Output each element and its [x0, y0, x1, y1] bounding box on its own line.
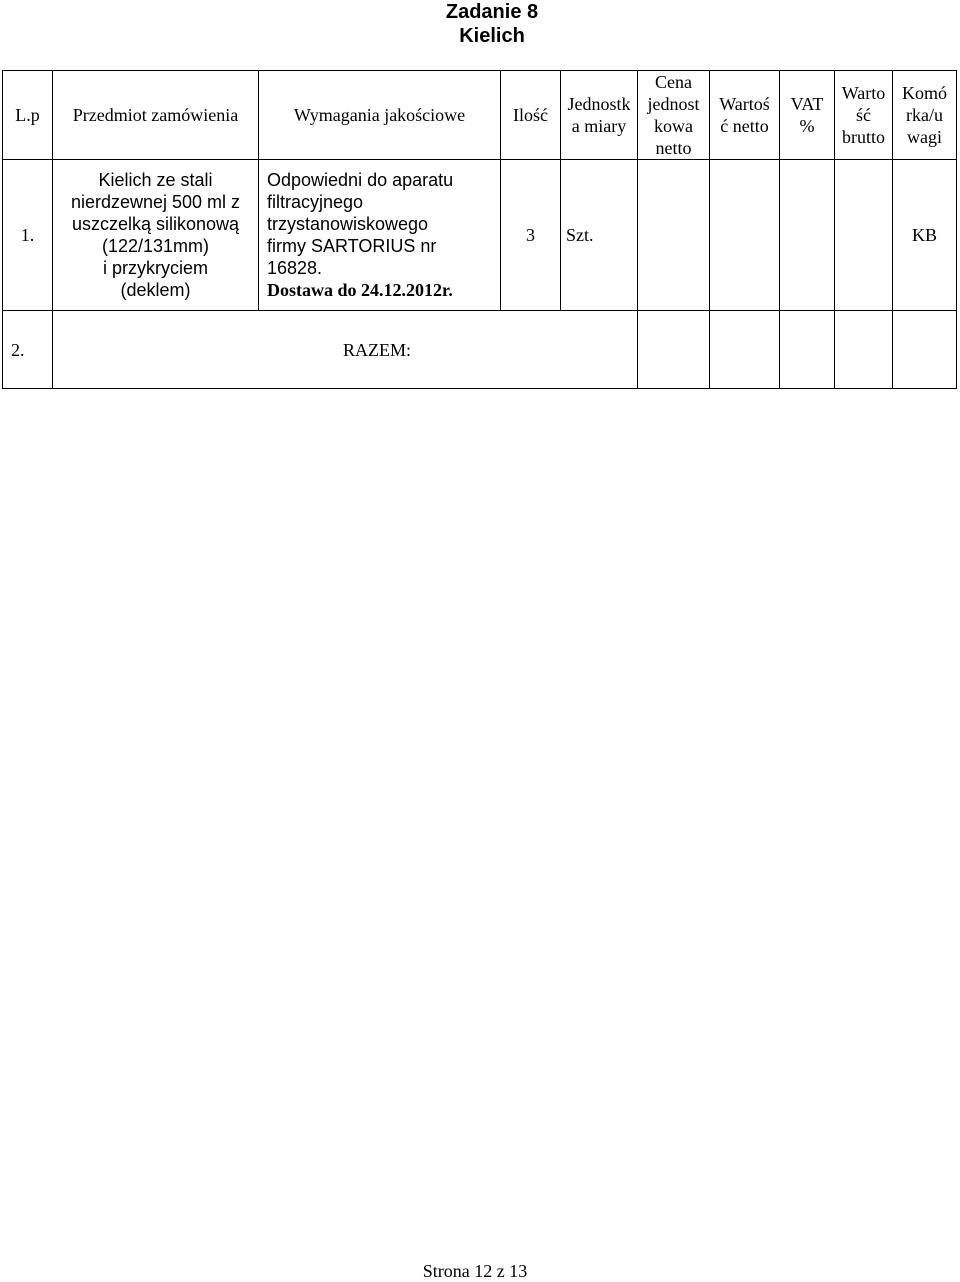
title-task: Zadanie 8 — [445, 1, 539, 23]
row-cell: KB — [893, 160, 957, 311]
total-row — [3, 311, 957, 389]
order-table — [2, 70, 957, 389]
table-row — [3, 160, 957, 311]
col-qty: Ilość — [501, 71, 561, 160]
total-label: RAZEM: — [53, 311, 638, 389]
col-quality: Wymagania jakościowe — [259, 71, 501, 160]
col-unit: Jednostk a miary — [561, 71, 638, 160]
col-cell: Komó rka/u wagi — [893, 71, 957, 160]
header-row — [3, 71, 957, 160]
delivery-date: Dostawa do 24.12.2012r. — [267, 280, 453, 300]
row-qty: 3 — [501, 160, 561, 311]
row-lp: 1. — [3, 160, 53, 311]
col-vat: VAT % — [780, 71, 835, 160]
col-gross-value: Warto ść brutto — [835, 71, 893, 160]
col-lp: L.p — [3, 71, 53, 160]
document-title — [0, 0, 960, 48]
col-subject: Przedmiot zamówienia — [53, 71, 259, 160]
total-cell[interactable] — [893, 311, 957, 389]
page-number: Strona 12 z 13 — [422, 1261, 528, 1281]
total-net-value[interactable] — [710, 311, 780, 389]
col-unit-price: Cena jednost kowa netto — [638, 71, 710, 160]
row-net-value[interactable] — [710, 160, 780, 311]
total-gross-value[interactable] — [835, 311, 893, 389]
row-quality: Odpowiedni do aparatu filtracyjnego trzystanowiskowego firmy SARTORIUS nr 16828. Dostawa do 24.12.2012r. — [259, 160, 501, 311]
col-net-value: Wartoś ć netto — [710, 71, 780, 160]
row-vat[interactable] — [780, 160, 835, 311]
row-unit: Szt. — [561, 160, 638, 311]
total-lp: 2. — [3, 311, 53, 389]
row-subject: Kielich ze stali nierdzewnej 500 ml z uszczelką silikonową (122/131mm) i przykryciem (deklem) — [53, 160, 259, 311]
total-unit-price[interactable] — [638, 311, 710, 389]
row-gross-value[interactable] — [835, 160, 893, 311]
row-unit-price[interactable] — [638, 160, 710, 311]
total-vat[interactable] — [780, 311, 835, 389]
title-item: Kielich — [459, 25, 525, 47]
